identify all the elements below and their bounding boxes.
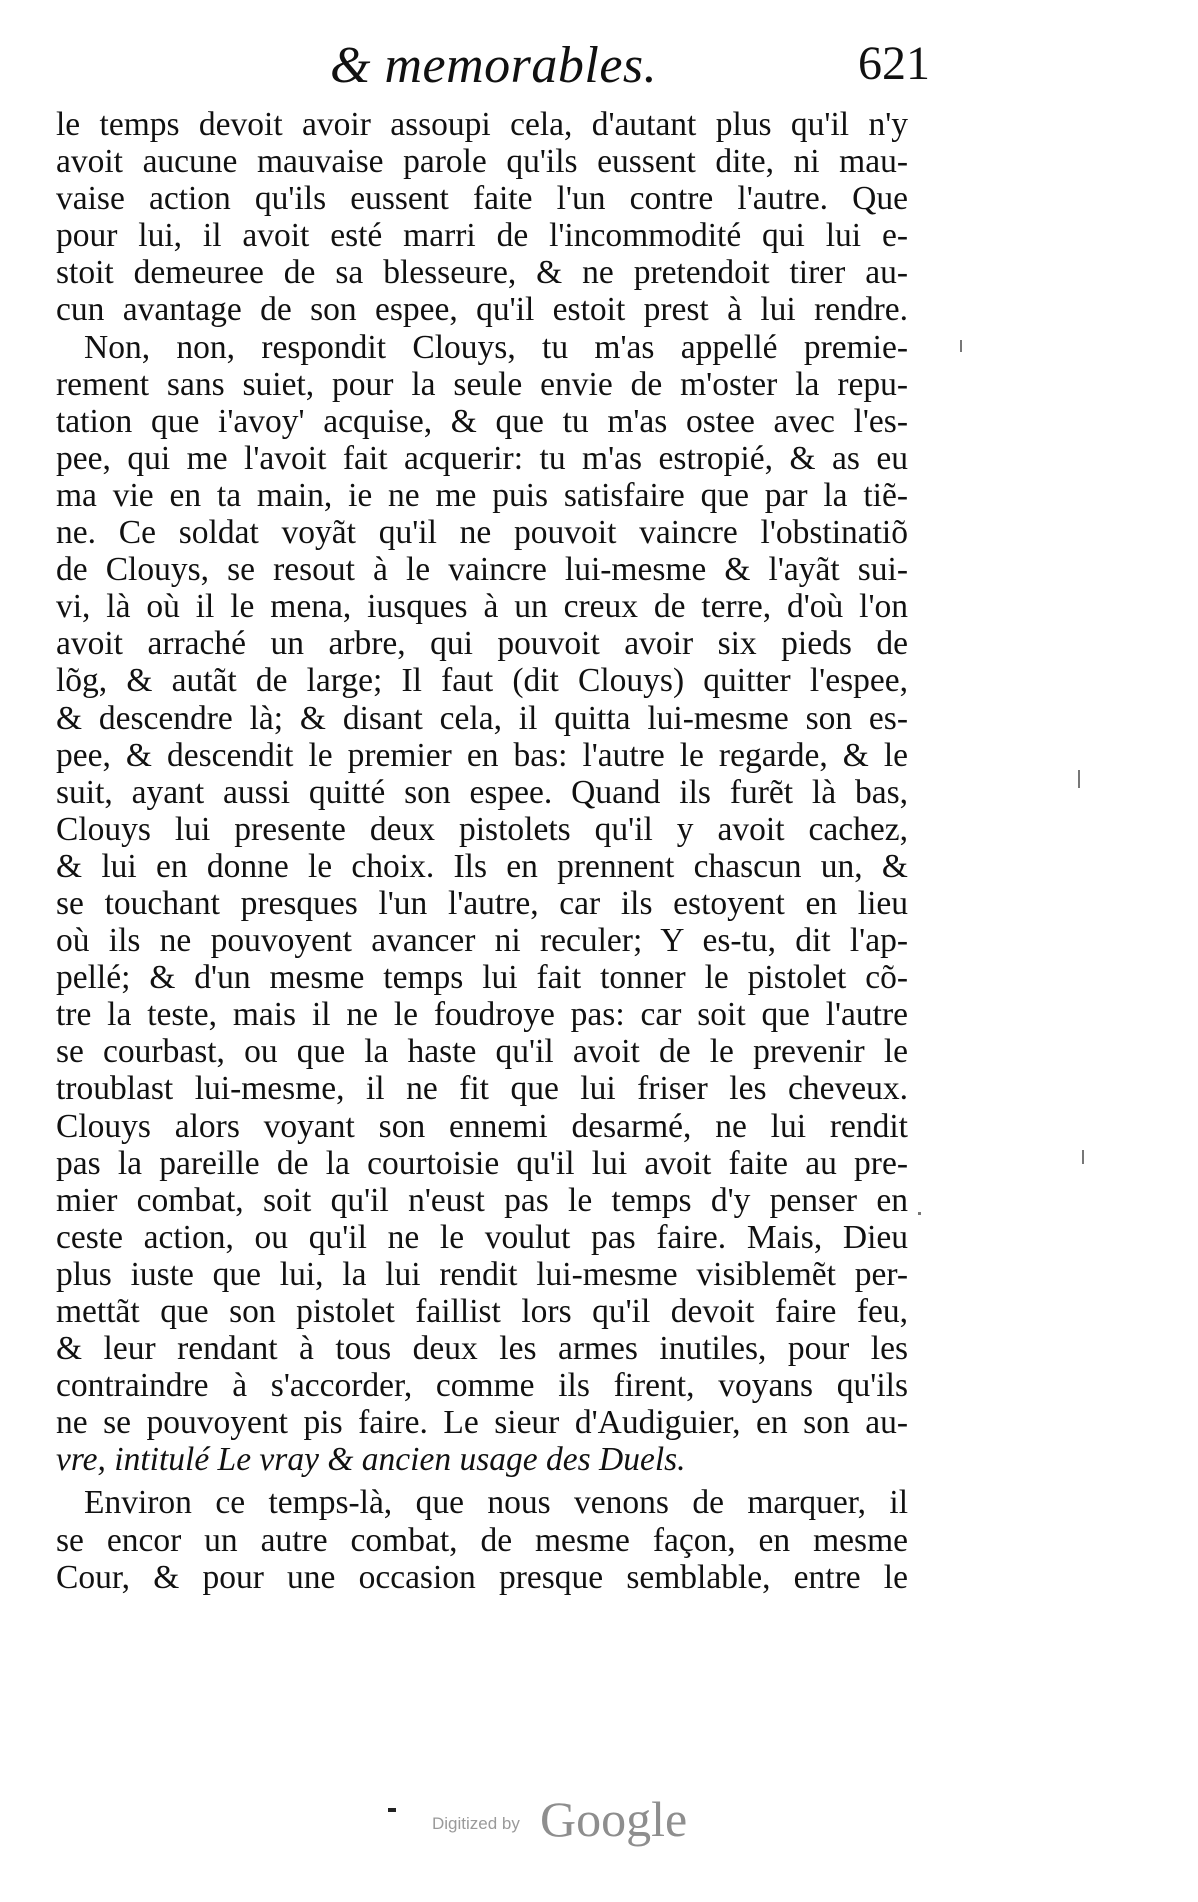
- ink-speck: [960, 340, 962, 352]
- text-line: se courbast, ou que la haste qu'il avoit de le prevenir le: [56, 1033, 908, 1071]
- text-line: contraindre à s'accorder, comme ils firent, voyans qu'ils: [56, 1367, 908, 1405]
- digitized-by-label: Digitized by: [432, 1814, 520, 1833]
- ink-speck: [1078, 770, 1080, 788]
- paragraph: [56, 106, 908, 329]
- text-line: suit, ayant aussi quitté son espee. Quand ils furẽt là bas,: [56, 773, 908, 811]
- google-logo: Google: [540, 1791, 688, 1847]
- text-line: se encor un autre combat, de mesme façon, en mesme: [56, 1521, 908, 1559]
- page-header: [330, 36, 930, 96]
- text-line: pour lui, il avoit esté marri de l'incommodité qui lui e-: [56, 217, 908, 255]
- text-line: tation que i'avoy' acquise, & que tu m'as ostee avec l'es-: [56, 402, 908, 440]
- text-line: où ils ne pouvoyent avancer ni reculer; Y es-tu, dit l'ap-: [56, 922, 908, 960]
- text-line: le temps devoit avoir assoupi cela, d'autant plus qu'il n'y: [56, 106, 908, 143]
- digitization-watermark: [430, 1790, 730, 1850]
- text-line: se touchant presques l'un l'autre, car ils estoyent en lieu: [56, 884, 908, 922]
- text-line: ceste action, ou qu'il ne le voulut pas faire. Mais, Dieu: [56, 1218, 908, 1256]
- text-line: vaise action qu'ils eussent faite l'un contre l'autre. Que: [56, 180, 908, 218]
- text-line: pas la pareille de la courtoisie qu'il lui avoit faite au pre-: [56, 1144, 908, 1182]
- text-line: ma vie en ta main, ie ne me puis satisfaire que par la tiẽ-: [56, 476, 908, 514]
- text-line: troublast lui-mesme, il ne fit que lui friser les cheveux.: [56, 1070, 908, 1108]
- text-line: avoit aucune mauvaise parole qu'ils eussent dite, ni mau-: [56, 143, 908, 181]
- ink-mark: [388, 1808, 396, 1812]
- text-line: Non, non, respondit Clouys, tu m'as appellé premie-: [84, 328, 908, 366]
- text-line: mettãt que son pistolet faillist lors qu'il devoit faire feu,: [56, 1293, 908, 1330]
- text-line: vi, là où il le mena, iusques à un creux de terre, d'où l'on: [56, 588, 908, 626]
- text-line: lõg, & autãt de large; Il faut (dit Clouys) quitter l'espee,: [56, 662, 908, 700]
- text-line: stoit demeuree de sa blesseure, & ne pretendoit tirer au-: [56, 254, 908, 292]
- body-text: [56, 106, 908, 1596]
- text-line: plus iuste que lui, la lui rendit lui-mesme visiblemẽt per-: [56, 1255, 908, 1293]
- text-line: rement sans suiet, pour la seule envie de m'oster la repu-: [56, 365, 908, 403]
- text-line: ne se pouvoyent pis faire. Le sieur d'Audiguier, en son au-: [56, 1404, 908, 1442]
- text-line: pee, qui me l'avoit fait acquerir: tu m'as estropié, & as eu: [56, 439, 908, 477]
- page-number: 621: [858, 37, 930, 90]
- text-line: de Clouys, se resout à le vaincre lui-mesme & l'ayãt sui-: [56, 551, 908, 589]
- text-line: & leur rendant à tous deux les armes inutiles, pour les: [56, 1330, 908, 1368]
- text-line: tre la teste, mais il ne le foudroye pas: car soit que l'autre: [56, 996, 908, 1034]
- text-line: ne. Ce soldat voyãt qu'il ne pouvoit vaincre l'obstinatiõ: [56, 514, 908, 552]
- text-line: & descendre là; & disant cela, il quitta lui-mesme son es-: [56, 699, 908, 737]
- paragraph: [56, 329, 908, 1479]
- text-line: pee, & descendit le premier en bas: l'autre le regarde, & le: [56, 736, 908, 774]
- text-line: Cour, & pour une occasion presque semblable, entre le: [56, 1558, 908, 1596]
- running-title: & memorables.: [330, 37, 658, 94]
- citation-line: vre, intitulé Le vray & ancien usage des Duels.: [56, 1441, 686, 1479]
- ink-speck: [1082, 1150, 1084, 1164]
- text-line: & lui en donne le choix. Ils en prennent chascun un, &: [56, 847, 908, 885]
- paragraph: [56, 1484, 908, 1595]
- text-line: Clouys alors voyant son ennemi desarmé, ne lui rendit: [56, 1107, 908, 1145]
- text-line: Clouys lui presente deux pistolets qu'il y avoit cachez,: [56, 810, 908, 848]
- text-line: Environ ce temps-là, que nous venons de marquer, il: [84, 1484, 908, 1522]
- ink-speck: [918, 1212, 921, 1215]
- text-line: avoit arraché un arbre, qui pouvoit avoir six pieds de: [56, 625, 908, 663]
- text-line: mier combat, soit qu'il n'eust pas le temps d'y penser en: [56, 1181, 908, 1219]
- text-line: pellé; & d'un mesme temps lui fait tonner le pistolet cõ-: [56, 959, 908, 997]
- text-line: cun avantage de son espee, qu'il estoit prest à lui rendre.: [56, 291, 908, 329]
